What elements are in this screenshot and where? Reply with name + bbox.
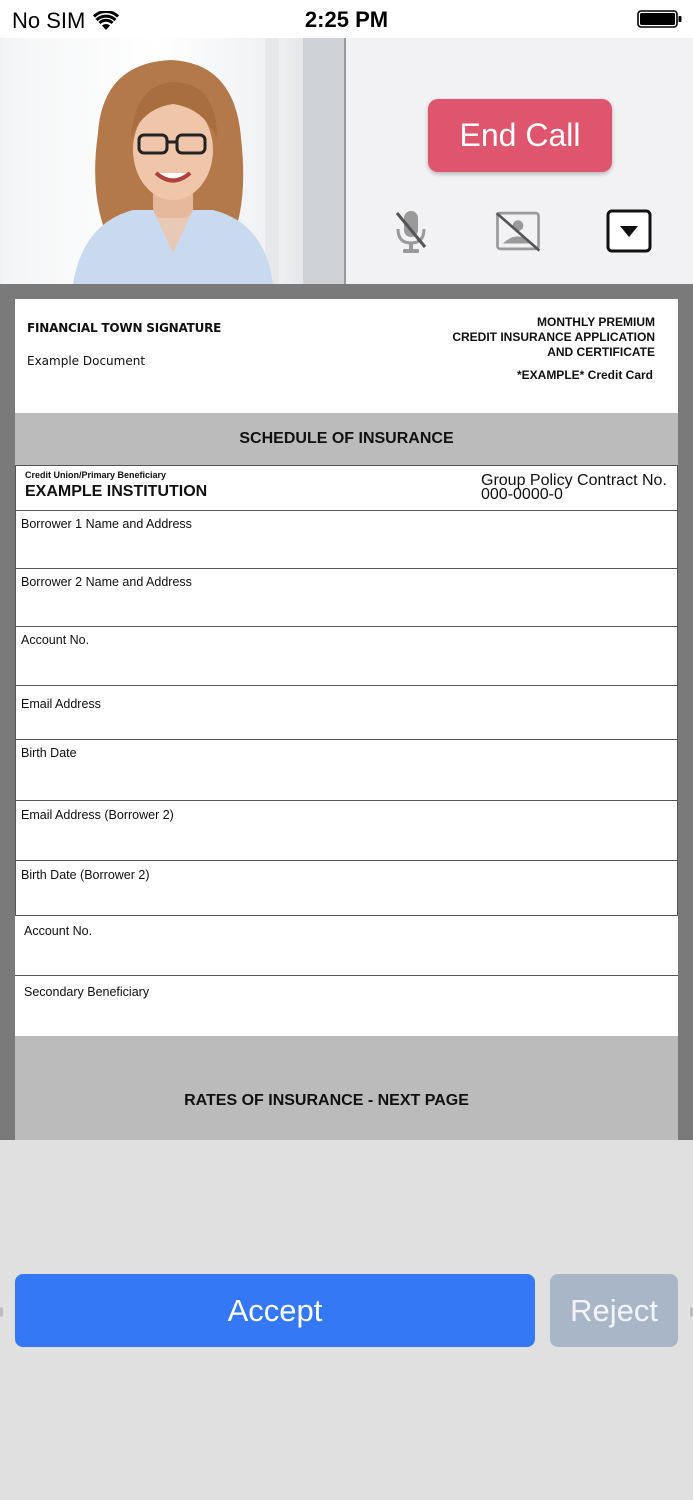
remote-video-feed (3, 38, 345, 284)
battery-icon (637, 10, 683, 28)
form-field-row[interactable] (15, 976, 678, 1035)
microphone-muted-icon (391, 207, 431, 255)
video-divider (344, 38, 346, 284)
accept-button[interactable]: Accept (15, 1274, 535, 1347)
carrier-label: No SIM (12, 8, 86, 33)
reject-button[interactable]: Reject (550, 1274, 678, 1347)
document-title-line: MONTHLY PREMIUM (536, 315, 655, 329)
institution-row (15, 465, 678, 511)
action-area (0, 1140, 693, 1500)
document-title-line: CREDIT INSURANCE APPLICATION (452, 330, 655, 344)
camera-off-icon (493, 207, 543, 255)
status-bar (0, 0, 693, 38)
field-label: Birth Date (Borrower 2) (21, 868, 150, 882)
form-field-row[interactable] (15, 916, 678, 976)
video-call-area (0, 38, 693, 284)
rates-heading: RATES OF INSURANCE - NEXT PAGE (184, 1092, 469, 1109)
form-field-row[interactable] (15, 740, 678, 801)
dropdown-toggle-icon (606, 209, 652, 253)
field-label: Borrower 1 Name and Address (21, 517, 192, 531)
mute-microphone-button[interactable] (386, 206, 436, 256)
field-label: Secondary Beneficiary (24, 985, 150, 999)
rates-band (15, 1036, 678, 1140)
status-time: 2:25 PM (304, 7, 389, 32)
policy-number: 000-0000-0 (481, 486, 563, 503)
document-title (452, 315, 655, 360)
card-label: *EXAMPLE* Credit Card (516, 368, 653, 382)
field-label: Email Address (Borrower 2) (21, 808, 174, 822)
document-header (15, 299, 678, 413)
institution-label: Credit Union/Primary Beneficiary (25, 470, 167, 480)
toggle-camera-button[interactable] (493, 206, 543, 256)
form-field-row[interactable] (15, 511, 678, 569)
field-label: Birth Date (21, 746, 77, 760)
field-label: Borrower 2 Name and Address (21, 575, 192, 589)
schedule-heading: SCHEDULE OF INSURANCE (15, 413, 678, 465)
org-name: FINANCIAL TOWN SIGNATURE (27, 321, 222, 335)
document-viewer[interactable] (0, 284, 693, 1140)
scroll-indicator-left (0, 1307, 3, 1317)
policy-label: Group Policy Contract No. (481, 472, 667, 489)
field-label: Email Address (21, 697, 101, 711)
collapse-video-button[interactable] (604, 206, 654, 256)
field-label: Account No. (21, 633, 90, 647)
institution-name: EXAMPLE INSTITUTION (25, 483, 208, 500)
end-call-button[interactable]: End Call (428, 99, 612, 172)
form-field-row[interactable] (15, 686, 678, 740)
document-title-line: AND CERTIFICATE (547, 345, 655, 359)
form-field-row[interactable] (15, 569, 678, 627)
document-page (15, 299, 678, 1140)
field-label: Account No. (24, 924, 93, 938)
form-field-row[interactable] (15, 801, 678, 861)
form-field-row[interactable] (15, 627, 678, 686)
caller-portrait-image (3, 38, 345, 284)
document-subtitle: Example Document (27, 354, 146, 368)
form-field-row[interactable] (15, 861, 678, 916)
